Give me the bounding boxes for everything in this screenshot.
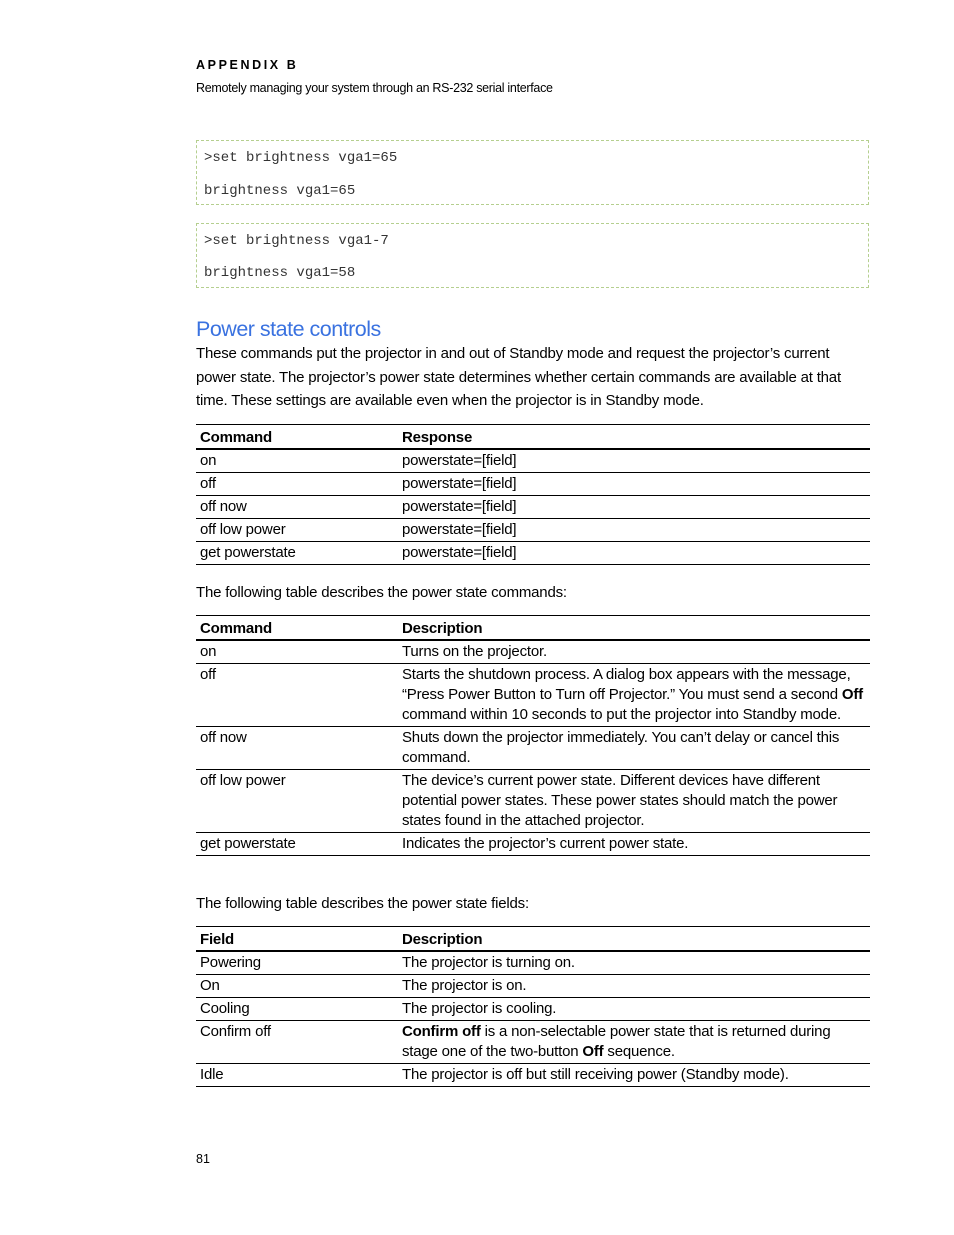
table-row: [196, 664, 870, 727]
table-row: [196, 1064, 870, 1087]
table-row: [196, 542, 870, 565]
table-row: [196, 975, 870, 998]
field-description-table: [196, 926, 870, 1087]
code-block: [196, 140, 869, 205]
table-cell: Idle: [196, 1064, 398, 1087]
code-line: brightness vga1=65: [204, 183, 356, 199]
command-description-table: [196, 615, 870, 856]
table-cell: Indicates the projector’s current power state.: [398, 833, 870, 856]
text-run: command within 10 seconds to put the projector into Standby mode.: [402, 706, 841, 723]
table-cell: The projector is turning on.: [398, 951, 870, 975]
text-run: Starts the shutdown process. A dialog box appears with the message, “Press Power Button to Turn off Projector.” You must send a second: [402, 666, 851, 703]
table-row: [196, 473, 870, 496]
table-row: [196, 519, 870, 542]
column-header: Command: [196, 616, 398, 641]
table-row: [196, 496, 870, 519]
table-row: [196, 640, 870, 664]
table-cell: Cooling: [196, 998, 398, 1021]
table-cell: The projector is cooling.: [398, 998, 870, 1021]
paragraph: The following table describes the power state fields:: [196, 895, 529, 912]
table-header-row: [196, 927, 870, 952]
table-cell: off: [196, 473, 398, 496]
table-cell: get powerstate: [196, 833, 398, 856]
table-cell: The projector is off but still receiving power (Standby mode).: [398, 1064, 870, 1087]
table-cell: The device’s current power state. Different devices have different potential power states. These power states should match the power states found in the attached projector.: [398, 770, 870, 833]
table-row: [196, 998, 870, 1021]
table-cell: [398, 664, 870, 727]
table-row: [196, 951, 870, 975]
table-row: [196, 833, 870, 856]
bold-text: Off: [841, 686, 863, 703]
table-cell: get powerstate: [196, 542, 398, 565]
table-header-row: [196, 616, 870, 641]
command-response-table: [196, 424, 870, 565]
text-run: is a non-selectable power state that is returned during stage one of the two-button: [402, 1023, 831, 1060]
table-cell: Powering: [196, 951, 398, 975]
table-cell: powerstate=[field]: [398, 542, 870, 565]
code-block: [196, 223, 869, 288]
table-cell: The projector is on.: [398, 975, 870, 998]
running-header: Remotely managing your system through an RS-232 serial interface: [196, 81, 553, 95]
paragraph: The following table describes the power state commands:: [196, 584, 567, 601]
table-cell: Shuts down the projector immediately. You can’t delay or cancel this command.: [398, 727, 870, 770]
table-row: [196, 449, 870, 473]
table-cell: On: [196, 975, 398, 998]
table-cell: powerstate=[field]: [398, 449, 870, 473]
column-header: Description: [398, 927, 870, 952]
table-cell: off now: [196, 496, 398, 519]
section-heading: Power state controls: [196, 317, 381, 341]
table-cell: off: [196, 664, 398, 727]
column-header: Description: [398, 616, 870, 641]
code-line: >set brightness vga1=65: [204, 150, 398, 166]
table-cell: [398, 1021, 870, 1064]
table-cell: Turns on the projector.: [398, 640, 870, 664]
table-row: [196, 1021, 870, 1064]
intro-paragraph: These commands put the projector in and out of Standby mode and request the projector’s current power state. The projector’s power state determines whether certain commands are available at that time. These settings are available even when the projector is in Standby mode.: [196, 345, 841, 409]
table-cell: on: [196, 449, 398, 473]
bold-text: Off: [582, 1043, 604, 1060]
table-header-row: [196, 425, 870, 450]
table-cell: on: [196, 640, 398, 664]
table-cell: powerstate=[field]: [398, 496, 870, 519]
bold-text: Confirm off: [402, 1023, 481, 1040]
text-run: sequence.: [603, 1043, 675, 1060]
table-cell: Confirm off: [196, 1021, 398, 1064]
table-row: [196, 770, 870, 833]
code-line: brightness vga1=58: [204, 265, 356, 281]
table-cell: powerstate=[field]: [398, 473, 870, 496]
table-cell: off now: [196, 727, 398, 770]
column-header: Field: [196, 927, 398, 952]
code-line: >set brightness vga1-7: [204, 233, 389, 249]
page-number: 81: [196, 1152, 210, 1166]
table-cell: off low power: [196, 770, 398, 833]
column-header: Command: [196, 425, 398, 450]
table-row: [196, 727, 870, 770]
table-cell: powerstate=[field]: [398, 519, 870, 542]
column-header: Response: [398, 425, 870, 450]
table-cell: off low power: [196, 519, 398, 542]
appendix-label: APPENDIX B: [196, 58, 299, 72]
